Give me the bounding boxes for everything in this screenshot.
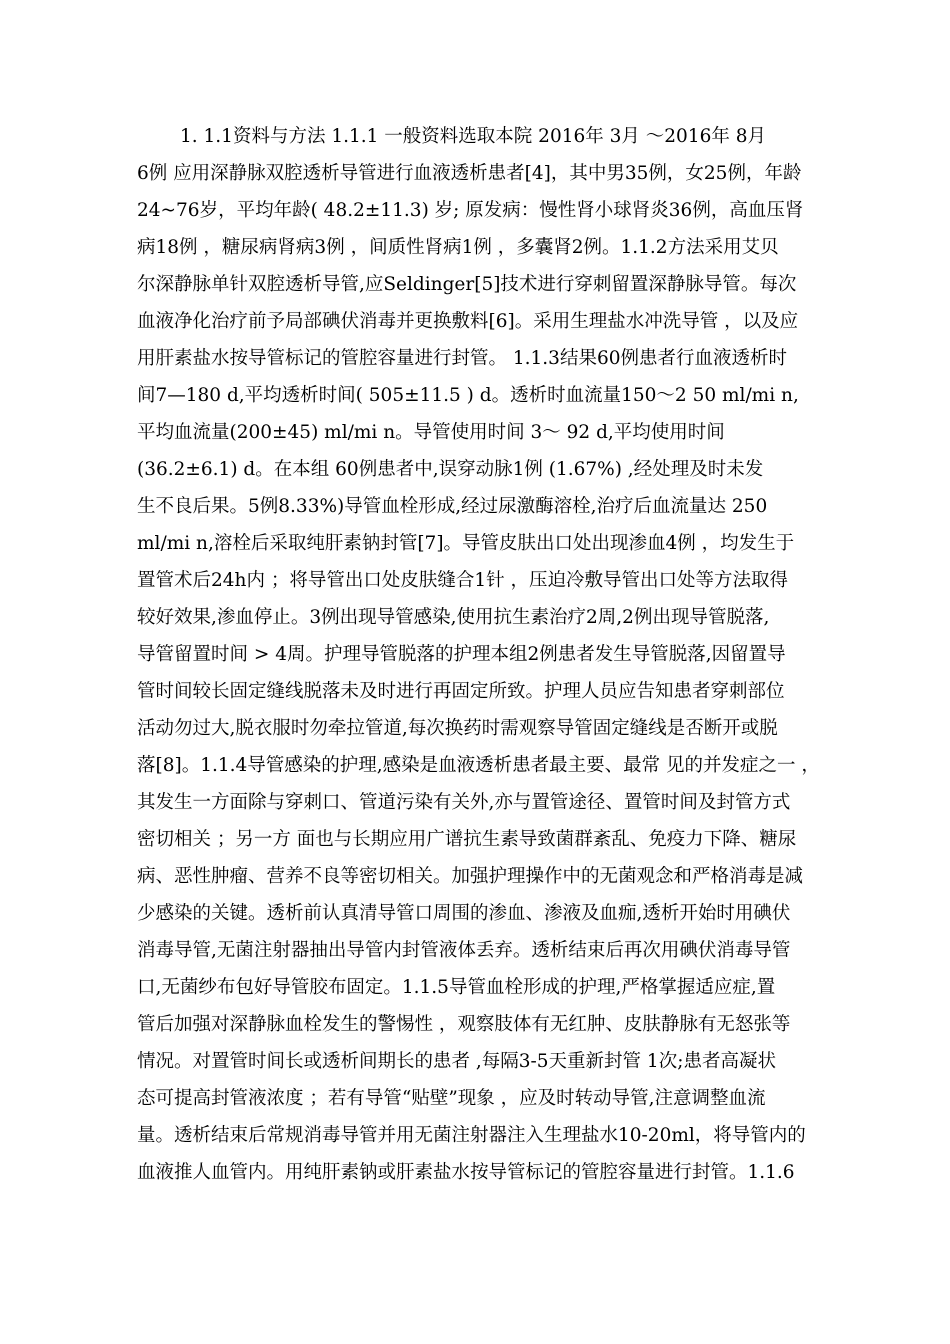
text-line-29: 血液推人血管内。用纯肝素钠或肝素盐水按导管标记的管腔容量进行封管。1.1.6 (137, 1162, 795, 1183)
text-line-20: 密切相关 ；另一方 面也与长期应用广谱抗生素导致菌群紊乱、免疫力下降、糖尿 (137, 829, 797, 850)
text-line-17: 活动勿过大,脱衣服时勿牵拉管道,每次换药时需观察导管固定缝线是否断开或脱 (137, 718, 778, 739)
text-line-6: 血液净化治疗前予局部碘伏消毒并更换敷料[6]。采用生理盐水冲洗导管 ，以及应 (137, 311, 799, 332)
text-line-3: 24~76岁，平均年龄( 48.2±11.3) 岁; 原发病：慢性肾小球肾炎36例，高血压肾 (137, 200, 804, 221)
text-line-22: 少感染的关键。透析前认真清导管口周围的渗血、渗液及血痂,透析开始时用碘伏 (137, 903, 791, 924)
text-line-21: 病、恶性肿瘤、营养不良等密切相关。加强护理操作中的无菌观念和严格消毒是减 (137, 866, 804, 887)
text-line-16: 管时间较长固定缝线脱落未及时进行再固定所致。护理人员应告知患者穿刺部位 (137, 681, 785, 702)
text-line-18: 落[8]。1.1.4导管感染的护理,感染是血液透析患者最主要、最常 见的并发症之一 ， (137, 755, 820, 776)
text-line-15: 导管留置时间 > 4周。护理导管脱落的护理本组2例患者发生导管脱落,因留置导 (137, 644, 786, 665)
text-line-7: 用肝素盐水按导管标记的管腔容量进行封管。 1.1.3结果60例患者行血液透析时 (137, 348, 787, 369)
text-line-13: 置管术后24h内 ；将导管出口处皮肤缝合1针 ，压迫冷敷导管出口处等方法取得 (137, 570, 788, 591)
text-line-23: 消毒导管,无菌注射器抽出导管内封管液体丢弃。透析结束后再次用碘伏消毒导管 (137, 940, 791, 961)
text-line-4: 病18例 ，糖尿病肾病3例 ，间质性肾病1例 ，多囊肾2例。1.1.2方法采用艾贝 (137, 237, 779, 258)
text-line-27: 态可提高封管液浓度 ；若有导管“贴壁”现象 ，应及时转动导管,注意调整血流 (137, 1088, 766, 1109)
text-line-25: 管后加强对深静脉血栓发生的警惕性 ，观察肢体有无红肿、皮肤静脉有无怒张等 (137, 1014, 791, 1035)
text-line-9: 平均血流量(200±45) ml/mi n。导管使用时间 3～ 92 d,平均使用时间 (137, 422, 725, 443)
text-line-8: 间7—180 d,平均透析时间( 505±11.5 ) d。透析时血流量150～2 50 ml/mi n, (137, 385, 799, 406)
text-line-24: 口,无菌纱布包好导管胶布固定。1.1.5导管血栓形成的护理,严格掌握适应症,置 (137, 977, 776, 998)
text-line-28: 量。透析结束后常规消毒导管并用无菌注射器注入生理盐水10-20ml，将导管内的 (137, 1125, 806, 1146)
text-line-26: 情况。对置管时间长或透析间期长的患者 ,每隔3-5天重新封管 1次;患者高凝状 (137, 1051, 776, 1072)
text-line-12: ml/mi n,溶栓后采取纯肝素钠封管[7]。导管皮肤出口处出现渗血4例 ，均发生于 (137, 533, 795, 554)
text-line-10: (36.2±6.1) d。在本组 60例患者中,误穿动脉1例 (1.67%) ,经处理及时未发 (137, 459, 764, 480)
text-line-19: 其发生一方面除与穿刺口、管道污染有关外,亦与置管途径、置管时间及封管方式 (137, 792, 791, 813)
text-line-14: 较好效果,渗血停止。3例出现导管感染,使用抗生素治疗2周,2例出现导管脱落, (137, 607, 770, 628)
text-line-1: 1. 1.1资料与方法 1.1.1 一般资料选取本院 2016年 3月 ～2016年 8月 (180, 126, 767, 147)
text-line-11: 生不良后果。5例8.33%)导管血栓形成,经过尿激酶溶栓,治疗后血流量达 250 (137, 496, 768, 517)
text-line-5: 尔深静脉单针双腔透析导管,应Seldinger[5]技术进行穿刺留置深静脉导管。每次 (137, 274, 797, 295)
text-line-2: 6例 应用深静脉双腔透析导管进行血液透析患者[4]，其中男35例，女25例，年龄 (137, 163, 802, 184)
